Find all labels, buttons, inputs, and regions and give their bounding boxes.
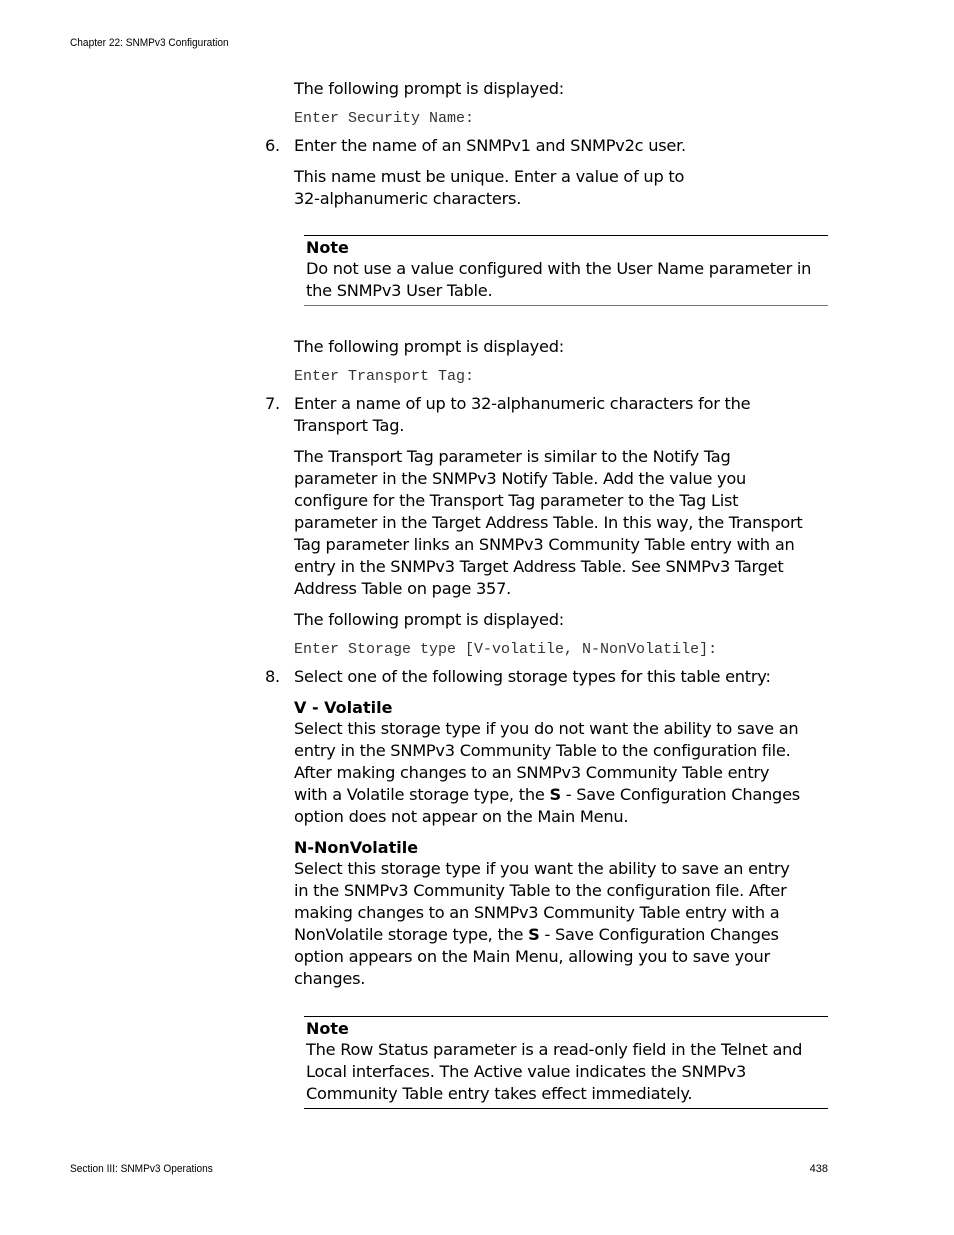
prompt-intro: The following prompt is displayed: xyxy=(294,79,564,98)
running-footer-section: Section III: SNMPv3 Operations xyxy=(70,1163,213,1175)
definition-nonvolatile xyxy=(294,837,804,990)
definition-term: N-NonVolatile xyxy=(294,838,419,857)
note-title: Note xyxy=(306,238,349,257)
code-prompt: Enter Storage type [V-volatile, N-NonVolatile]: xyxy=(294,641,718,658)
step-number: 7. xyxy=(265,394,280,413)
step-number: 6. xyxy=(265,136,280,155)
note-title: Note xyxy=(306,1019,349,1038)
step-8 xyxy=(265,666,828,688)
step-7 xyxy=(265,393,828,437)
prompt-intro: The following prompt is displayed: xyxy=(294,337,564,356)
note-box xyxy=(304,235,828,306)
definition-volatile xyxy=(294,697,804,828)
code-prompt: Enter Transport Tag: xyxy=(294,368,475,385)
step-number: 8. xyxy=(265,667,280,686)
definition-text: Select this storage type if you want the ability to save an entry in the SNMPv3 Community Table to the configuration file. After making changes to an SNMPv3 Community Table entry with a NonVolatile storage type, the S - Save Configuration Changes option appears on the Main Menu, allowing you to save your changes. xyxy=(294,859,790,988)
page-content xyxy=(265,78,828,1109)
page-number: 438 xyxy=(809,1163,828,1175)
step-text: Enter a name of up to 32-alphanumeric characters for the Transport Tag. xyxy=(294,394,751,435)
running-header: Chapter 22: SNMPv3 Configuration xyxy=(70,37,229,49)
step-text: Select one of the following storage types for this table entry: xyxy=(294,667,771,686)
definition-text: Select this storage type if you do not want the ability to save an entry in the SNMPv3 Community Table to the configuration file. After making changes to an SNMPv3 Community Table entry with a Volatile storage type, the S - Save Configuration Changes option does not appear on the Main Menu. xyxy=(294,719,800,826)
step-detail: The Transport Tag parameter is similar to the Notify Tag parameter in the SNMPv3 Notify Table. Add the value you configure for the Transport Tag parameter to the Tag List parameter in the Target Address Table. In this way, the Transport Tag parameter links an SNMPv3 Community Table entry with an entry in the SNMPv3 Target Address Table. See SNMPv3 Target Address Table on page 357. xyxy=(294,447,803,598)
note-text: Do not use a value configured with the User Name parameter in the SNMPv3 User Table. xyxy=(306,259,812,300)
definition-term: V - Volatile xyxy=(294,698,393,717)
step-text: Enter the name of an SNMPv1 and SNMPv2c user. xyxy=(294,136,686,155)
prompt-intro: The following prompt is displayed: xyxy=(294,610,564,629)
note-box xyxy=(304,1016,828,1109)
step-detail: This name must be unique. Enter a value of up to 32-alphanumeric characters. xyxy=(294,167,685,208)
step-6 xyxy=(265,135,828,157)
code-prompt: Enter Security Name: xyxy=(294,110,475,127)
note-text: The Row Status parameter is a read-only field in the Telnet and Local interfaces. The Active value indicates the SNMPv3 Community Table entry takes effect immediately. xyxy=(306,1040,803,1103)
